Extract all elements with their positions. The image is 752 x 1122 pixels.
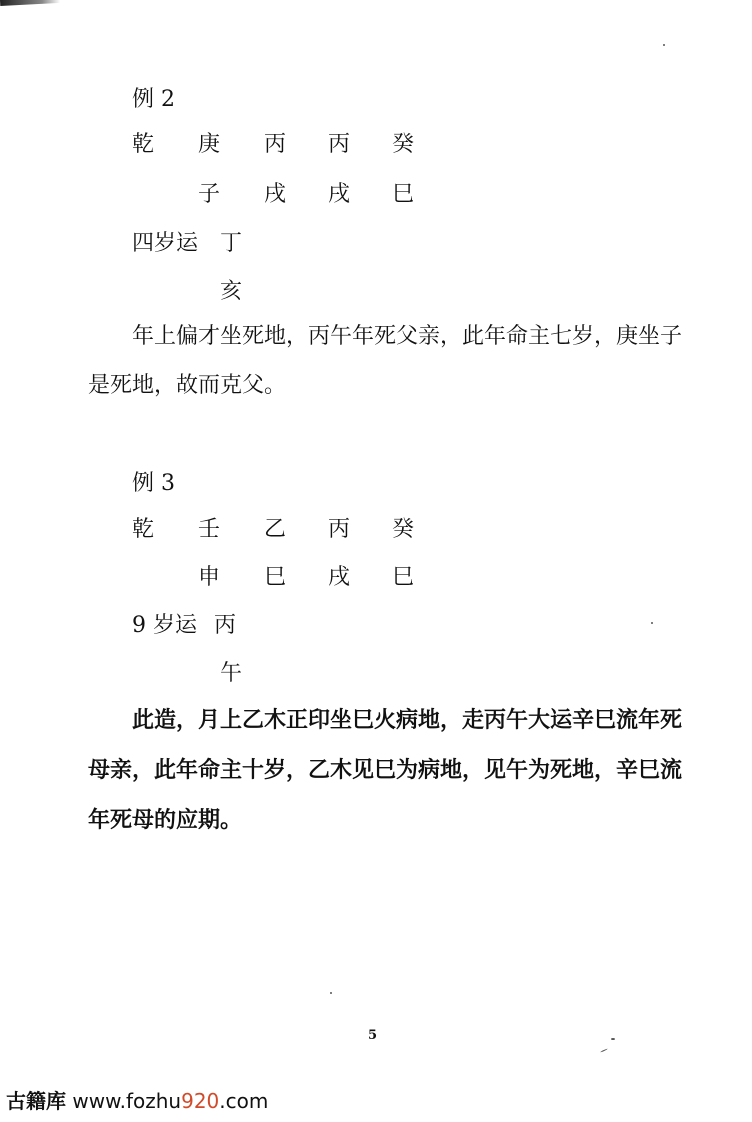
scan-speck <box>651 622 653 624</box>
example2-stem-month: 丙 <box>264 132 287 157</box>
example3-paragraph-line-1: 此造，月上乙木正印坐巳火病地，走丙午大运辛巳流年死 <box>132 707 683 733</box>
example3-stem-label: 乾 <box>132 517 155 542</box>
watermark-url-suffix: .com <box>219 1089 269 1113</box>
example2-stem-day: 丙 <box>328 132 351 157</box>
example3-paragraph-line-2: 母亲，此年命主十岁，乙木见巳为病地，见午为死地，辛巳流 <box>88 757 683 783</box>
watermark-brand: 古籍库 <box>6 1089 66 1113</box>
example3-heading: 例 3 <box>132 471 175 496</box>
example3-paragraph-line-3: 年死母的应期。 <box>88 807 243 833</box>
scan-edge-mark <box>0 0 60 6</box>
watermark-url-number: 920 <box>181 1089 220 1113</box>
example2-stem-label: 乾 <box>132 132 155 157</box>
example3-luck-branch: 午 <box>220 661 243 686</box>
example3-stem-month: 乙 <box>264 517 287 542</box>
example2-luck-branch: 亥 <box>220 279 243 304</box>
scan-speck <box>600 1048 608 1052</box>
example3-branch-month: 巳 <box>264 565 287 590</box>
example2-branch-day: 戌 <box>328 182 351 207</box>
example2-paragraph-line-2: 是死地，故而克父。 <box>88 373 287 398</box>
example2-stem-hour: 癸 <box>392 132 415 157</box>
example2-branch-month: 戌 <box>264 182 287 207</box>
example2-branch-hour: 巳 <box>392 182 415 207</box>
example3-stem-hour: 癸 <box>392 517 415 542</box>
page-number: 5 <box>368 1028 378 1043</box>
example2-heading: 例 2 <box>132 87 175 112</box>
example3-stem-year: 壬 <box>198 517 221 542</box>
example3-branch-day: 戌 <box>328 565 351 590</box>
example3-stem-day: 丙 <box>328 517 351 542</box>
example2-luck-stem: 丁 <box>220 231 243 256</box>
scan-speck <box>663 44 665 46</box>
example2-paragraph-line-1: 年上偏才坐死地，丙午年死父亲，此年命主七岁，庚坐子 <box>132 324 683 349</box>
example3-luck-stem: 丙 <box>214 613 237 638</box>
example2-luck-label: 四岁运 <box>132 231 199 256</box>
example3-branch-year: 申 <box>198 565 221 590</box>
watermark-url-prefix: www.fozhu <box>72 1089 182 1113</box>
scan-speck <box>611 1038 615 1040</box>
watermark <box>6 1086 268 1116</box>
example3-branch-hour: 巳 <box>392 565 415 590</box>
example2-branch-year: 子 <box>198 182 221 207</box>
example2-stem-year: 庚 <box>198 132 221 157</box>
example3-luck-label: 9 岁运 <box>132 613 197 638</box>
scan-speck <box>330 992 332 994</box>
